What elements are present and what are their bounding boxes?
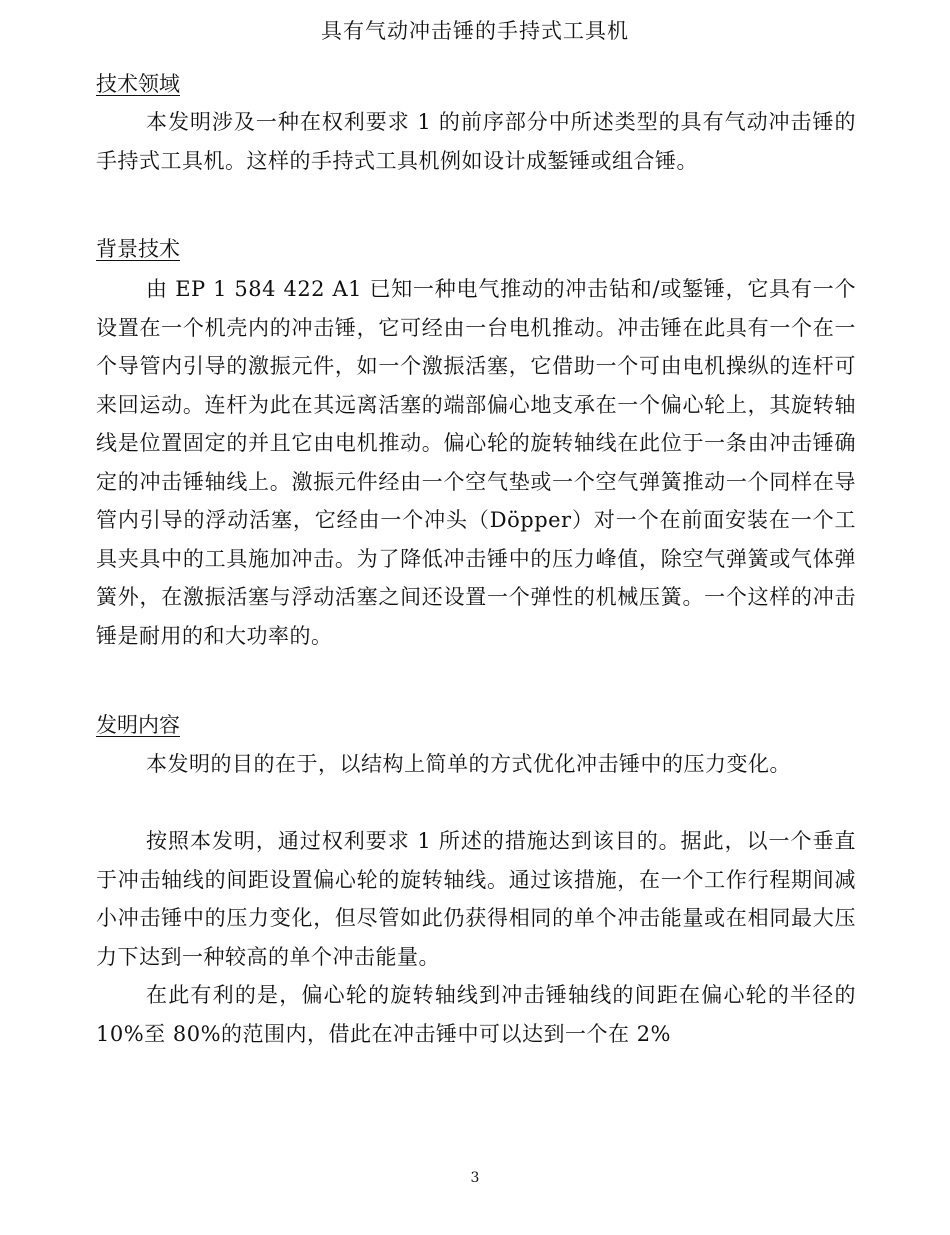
section-heading-technical-field: 技术领域 <box>96 72 180 96</box>
section-heading-summary: 发明内容 <box>96 713 180 737</box>
paragraph-summary-solution: 按照本发明，通过权利要求 1 所述的措施达到该目的。据此，以一个垂直于冲击轴线的间距设置偏心轮的旋转轴线。通过该措施，在一个工作行程期间减小冲击锤中的压力变化，但尽管如此仍获得相同的单个冲击能量或在相同最大压力下达到一种较高的单个冲击能量。 <box>96 829 856 969</box>
paragraph-summary-advantage: 在此有利的是，偏心轮的旋转轴线到冲击锤轴线的间距在偏心轮的半径的 10%至 80%的范围内，借此在冲击锤中可以达到一个在 2% <box>96 983 856 1046</box>
page-number: 3 <box>470 1170 480 1186</box>
section-heading-background: 背景技术 <box>96 237 180 261</box>
document-title: 具有气动冲击锤的手持式工具机 <box>321 19 629 43</box>
paragraph-technical-field: 本发明涉及一种在权利要求 1 的前序部分中所述类型的具有气动冲击锤的手持式工具机。这样的手持式工具机例如设计成錾锤或组合锤。 <box>96 110 856 173</box>
paragraph-summary-objective: 本发明的目的在于，以结构上简单的方式优化冲击锤中的压力变化。 <box>146 752 791 776</box>
paragraph-background: 由 EP 1 584 422 A1 已知一种电气推动的冲击钻和/或錾锤，它具有一个设置在一个机壳内的冲击锤，它可经由一台电机推动。冲击锤在此具有一个在一个导管内引导的激振元件，如一个激振活塞，它借助一个可由电机操纵的连杆可来回运动。连杆为此在其远离活塞的端部偏心地支承在一个偏心轮上，其旋转轴线是位置固定的并且它由电机推动。偏心轮的旋转轴线在此位于一条由冲击锤确定的冲击锤轴线上。激振元件经由一个空气垫或一个空气弹簧推动一个同样在导管内引导的浮动活塞，它经由一个冲头（Döpper）对一个在前面安装在一个工具夹具中的工具施加冲击。为了降低冲击锤中的压力峰值，除空气弹簧或气体弹簧外，在激振活塞与浮动活塞之间还设置一个弹性的机械压簧。一个这样的冲击锤是耐用的和大功率的。 <box>96 277 856 648</box>
